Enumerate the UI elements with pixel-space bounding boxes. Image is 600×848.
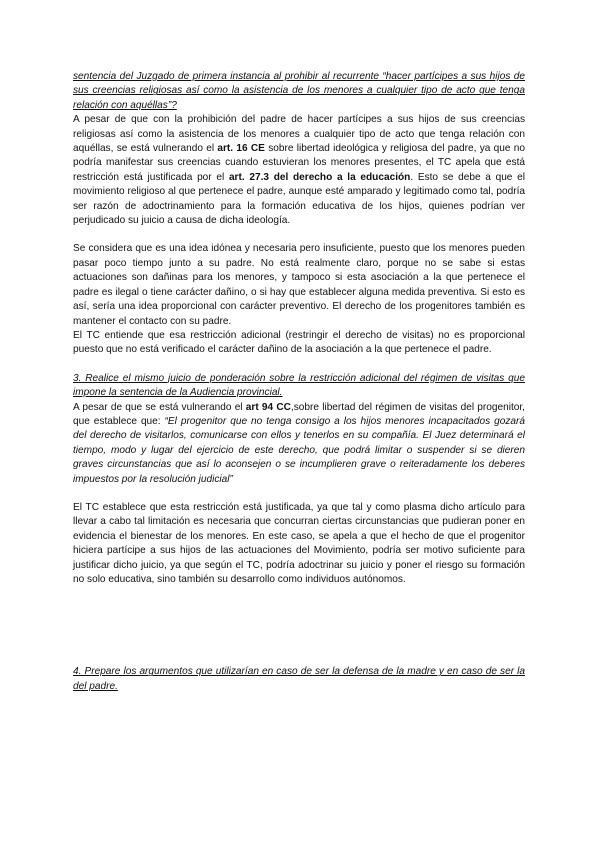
question-4-header: 4. Prepare los argumentos que utilizarían en caso de ser la defensa de la madre y en caso de ser la del padre. — [73, 666, 525, 692]
question-3-header: 3. Realice el mismo juicio de ponderación sobre la restricción adicional del régimen de visitas que impone la sentencia de la Audiencia provincial. — [73, 372, 525, 399]
text-run: sobre libertad ideológica y religiosa del padre, ya que no podría manifestar sus creencias cuando estuvieran los menores presentes, el TC apela que está restricción está justificada por el — [73, 143, 526, 183]
document-page — [73, 70, 525, 694]
article-ref: art 94 CC — [245, 401, 291, 413]
paragraph-analysis-3: El TC entiende que esa restricción adicional (restringir el derecho de visitas) no es proporcional puesto que no está verificado el carácter dañino de la asociación a la que pertenece el padre. — [73, 329, 525, 356]
legal-quote: “El progenitor que no tenga consigo a los hijos menores incapacitados gozará del derecho de visitarlos, comunicarse con ellos y tenerlos en su compañía. El Juez determinará el tiempo, modo y lugar del ejercicio de este derecho, que podrá limitar o suspender si se dieren graves circunstancias que así lo aconsejen o se incumplieren grave o reiteradamente los deberes impuestos por la resolución judicial” — [73, 415, 526, 485]
paragraph-analysis-4 — [73, 401, 525, 487]
text-run: A pesar de que con la prohibición del padre de hacer partícipes a sus hijos de sus creencias religiosas así como la asistencia de los menores a cualquier tipo de acto que tenga relación con aquéllas, se está vulnerando el — [73, 114, 525, 155]
text-run: A pesar de que se está vulnerando el — [73, 401, 246, 413]
question-2-header: sentencia del Juzgado de primera instancia al prohibir al recurrente “hacer partícipes a sus hijos de sus creencias religiosas así como la asistencia de los menores a cualquier tipo de acto que tenga relación con aquéllas”? — [73, 71, 525, 111]
text-run: . Esto se debe a que el movimiento religioso al que pertenece el padre, aunque esté amparado y legitimado como tal, podría ser razón de adoctrinamiento para la formación educativa de los hijos, quienes podrían ver perjudicado su juicio a causa de dicha ideología. — [73, 171, 525, 227]
paragraph-analysis-5: El TC establece que esta restricción está justificada, ya que tal y como plasma dicho artículo para llevar a cabo tal limitación es necesaria que concurran ciertas circunstancias que pudieran poner en evidencia el bienestar de los menores. En este caso, se apela a que el hecho de que el progenitor hiciera partícipe a sus hijos de las actuaciones del Movimiento, podría ser motivo suficiente para justificar dicho juicio, ya que según el TC, podría adoctrinar su juicio y poner el riesgo su formación no solo educativa, sino también su desarrollo como individuos autónomos. — [73, 501, 525, 585]
article-ref: art. 16 CE — [217, 143, 265, 155]
article-ref: art. 27.3 del derecho a la educación — [228, 171, 411, 183]
paragraph-analysis-1 — [73, 113, 525, 228]
paragraph-analysis-2: Se considera que es una idea idónea y necesaria pero insuficiente, puesto que los menores pueden pasar poco tiempo junto a su padre. No está realmente claro, porque no se sabe si estas actuaciones son dañinas para los menores, y tampoco si esta asociación a la que pertenece el padre es ilegal o tiene carácter dañino, o si hay que establecer alguna medida preventiva. Si esto es así, sería una idea proporcional con carácter preventivo. El derecho de los progenitores también es mantener el contacto con su padre. — [73, 243, 525, 327]
text-run: ,sobre libertad del régimen de visitas del progenitor, que establece que: — [73, 401, 525, 427]
